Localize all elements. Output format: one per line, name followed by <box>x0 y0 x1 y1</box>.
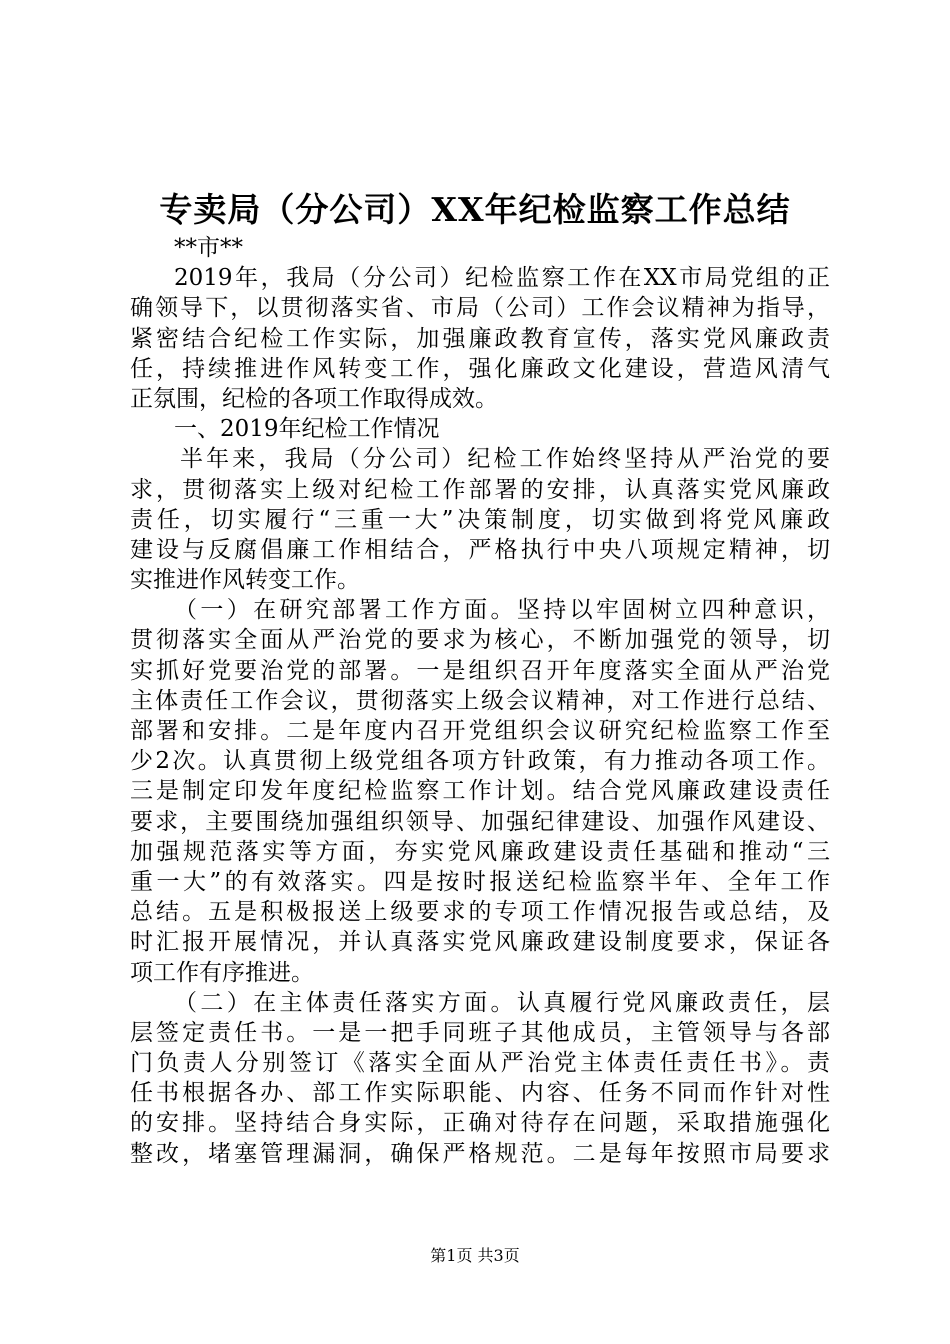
body-line: （一）在研究部署工作方面。坚持以牢固树立四种意识， <box>174 597 830 624</box>
body-line: 实推进作风转变工作。 <box>130 567 360 594</box>
body-line: 责任，切实履行“三重一大”决策制度，切实做到将党风廉政 <box>130 506 830 533</box>
body-line: 时汇报开展情况，并认真落实党风廉政建设制度要求，保证各 <box>130 929 830 956</box>
body-line: 少2次。认真贯彻上级党组各项方针政策，有力推动各项工作。 <box>130 748 830 775</box>
body-line: 总结。五是积极报送上级要求的专项工作情况报告或总结，及 <box>130 899 830 926</box>
body-line: 紧密结合纪检工作实际，加强廉政教育宣传，落实党风廉政责 <box>130 325 830 352</box>
body-line: 任，持续推进作风转变工作，强化廉政文化建设，营造风清气 <box>130 355 830 382</box>
body-line: 加强规范落实等方面，夯实党风廉政建设责任基础和推动“三 <box>130 838 830 865</box>
body-line: 重一大”的有效落实。四是按时报送纪检监察半年、全年工作 <box>130 868 830 895</box>
body-line: 一、2019年纪检工作情况 <box>174 416 440 443</box>
body-line: 任书根据各办、部工作实际职能、内容、任务不同而作针对性 <box>130 1080 830 1107</box>
body-line: 三是制定印发年度纪检监察工作计划。结合党风廉政建设责任 <box>130 778 830 805</box>
body-line: 项工作有序推进。 <box>130 959 314 986</box>
body-line: 要求，主要围绕加强组织领导、加强纪律建设、加强作风建设、 <box>130 808 830 835</box>
body-line: 半年来，我局（分公司）纪检工作始终坚持从严治党的要 <box>180 446 830 473</box>
author-text: **市** <box>174 235 243 261</box>
body-line: 主体责任工作会议，贯彻落实上级会议精神，对工作进行总结、 <box>130 687 830 714</box>
body-line: 2019年，我局（分公司）纪检监察工作在XX市局党组的正 <box>174 265 830 292</box>
body-line: 求，贯彻落实上级对纪检工作部署的安排，认真落实党风廉政 <box>130 476 830 503</box>
body-line: 门负责人分别签订《落实全面从严治党主体责任责任书》。责 <box>130 1050 830 1077</box>
document-title: 专卖局（分公司）XX年纪检监察工作总结 <box>159 190 791 229</box>
body-line: 正氛围，纪检的各项工作取得成效。 <box>130 385 498 412</box>
body-line: 整改，堵塞管理漏洞，确保严格规范。二是每年按照市局要求 <box>130 1140 830 1167</box>
body-line: 实抓好党要治党的部署。一是组织召开年度落实全面从严治党 <box>130 657 830 684</box>
document-body <box>130 233 830 1169</box>
body-line: 部署和安排。二是年度内召开党组织会议研究纪检监察工作至 <box>130 718 830 744</box>
body-line: 层签定责任书。一是一把手同班子其他成员，主管领导与各部 <box>130 1019 830 1046</box>
body-line: 确领导下，以贯彻落实省、市局（公司）工作会议精神为指导， <box>130 295 830 322</box>
page-footer: 第1页 共3页 <box>430 1246 520 1265</box>
body-line: 的安排。坚持结合身实际，正确对待存在问题，采取措施强化 <box>130 1110 830 1137</box>
author-line <box>130 233 830 263</box>
body-line: 贯彻落实全面从严治党的要求为核心，不断加强党的领导，切 <box>130 627 830 654</box>
body-line: （二）在主体责任落实方面。认真履行党风廉政责任，层 <box>174 989 830 1016</box>
body-line: 建设与反腐倡廉工作相结合，严格执行中央八项规定精神，切 <box>130 536 830 563</box>
